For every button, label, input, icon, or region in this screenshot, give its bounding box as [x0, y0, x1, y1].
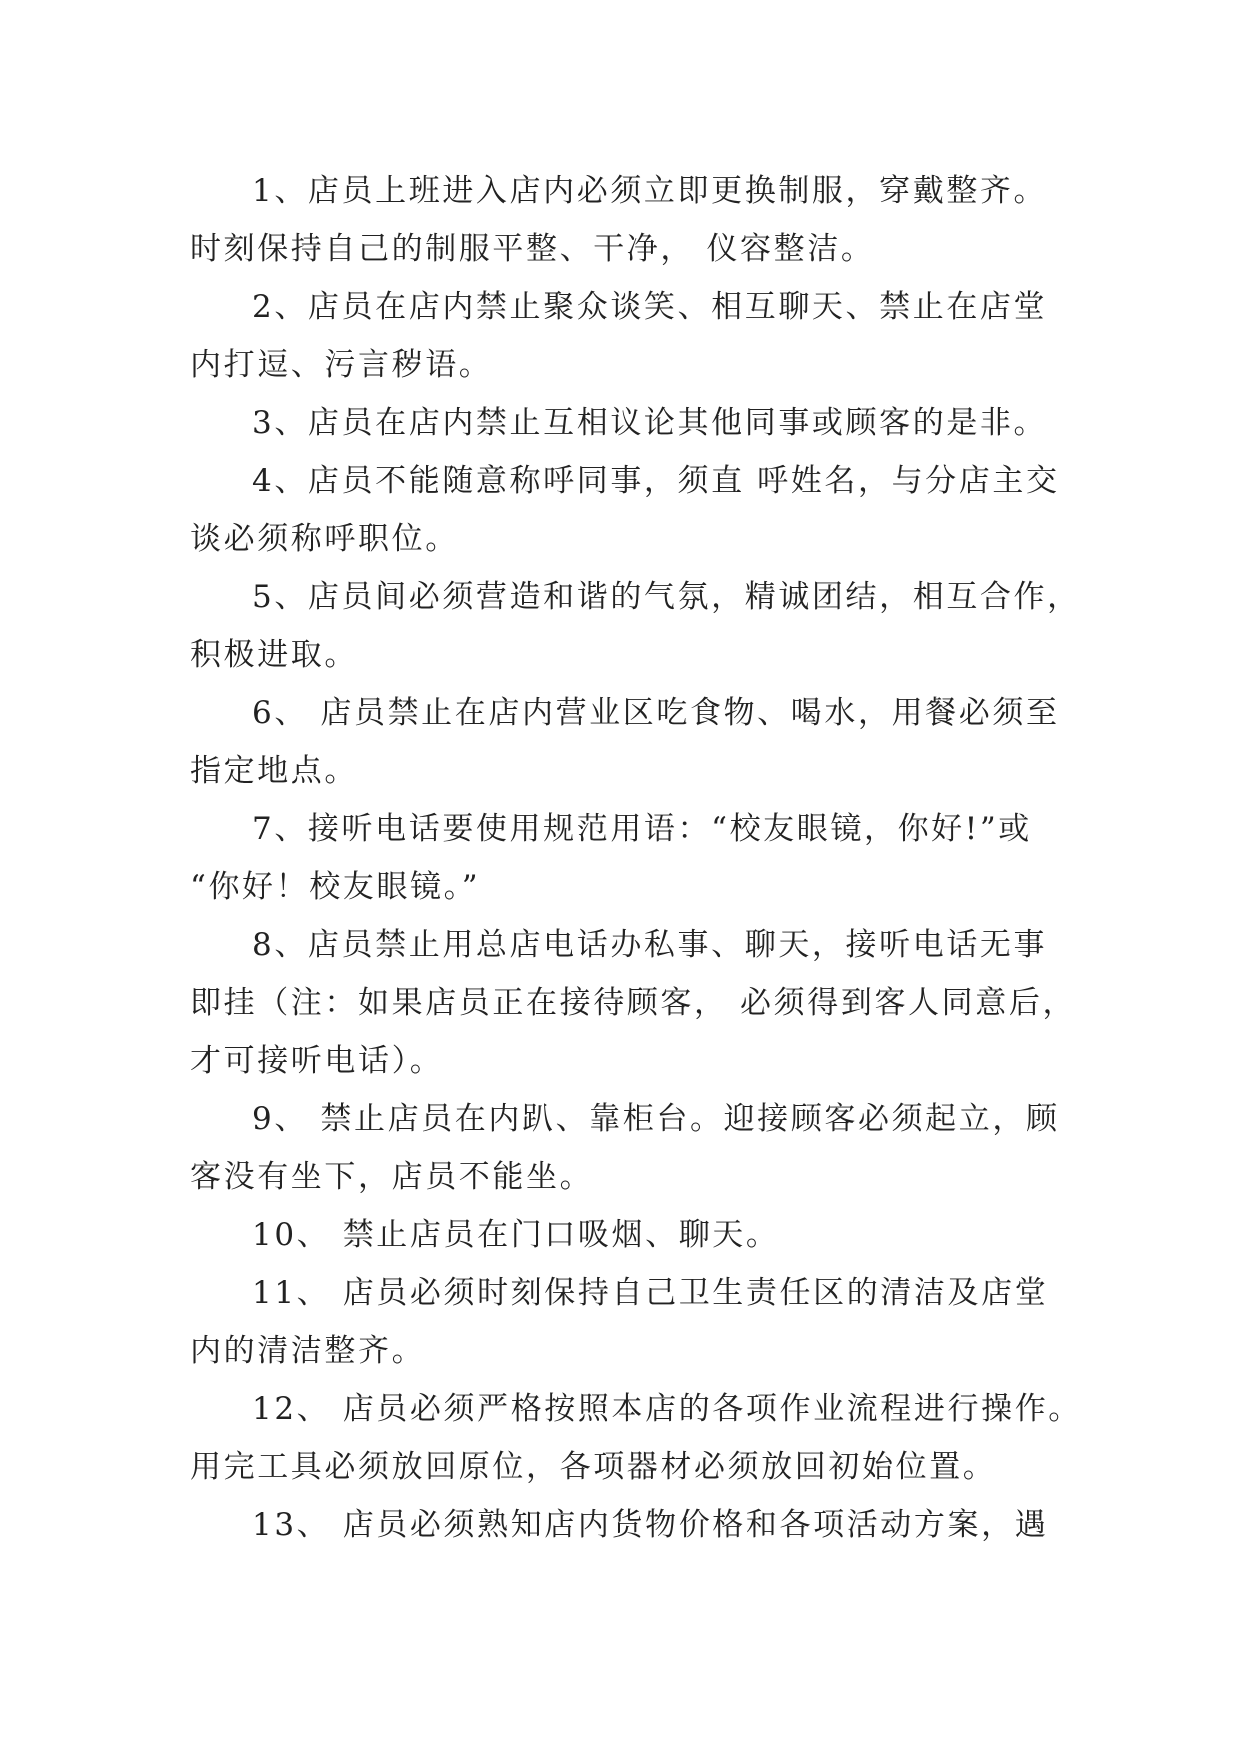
rule-12-line-2: 用完工具必须放回原位，各项器材必须放回初始位置。 — [190, 1449, 997, 1485]
rule-5-line-1: 5、店员间必须营造和谐的气氛，精诚团结，相互合作， — [252, 579, 1081, 615]
rule-6-line-2: 指定地点。 — [190, 753, 358, 789]
rule-8-line-3: 才可接听电话）。 — [190, 1043, 444, 1079]
rule-8-line-2: 即挂（注：如果店员正在接待顾客， 必须得到客人同意后， — [190, 985, 1077, 1021]
rule-11-line-1: 11、 店员必须时刻保持自己卫生责任区的清洁及店堂 — [252, 1275, 1049, 1311]
rule-1-line-1: 1、店员上班进入店内必须立即更换制服，穿戴整齐。 — [252, 173, 1048, 209]
rule-1-line-2: 时刻保持自己的制服平整、干净， 仪容整洁。 — [190, 231, 875, 267]
rule-5-line-2: 积极进取。 — [190, 637, 358, 673]
rule-2-line-2: 内打逗、污言秽语。 — [190, 347, 493, 383]
rule-6-line-1: 6、 店员禁止在店内营业区吃食物、喝水，用餐必须至 — [252, 695, 1060, 731]
rule-3-line-1: 3、店员在店内禁止互相议论其他同事或顾客的是非。 — [252, 405, 1048, 441]
rule-9-line-2: 客没有坐下，店员不能坐。 — [190, 1159, 594, 1195]
rule-13-line-1: 13、 店员必须熟知店内货物价格和各项活动方案，遇 — [252, 1507, 1049, 1543]
rule-9-line-1: 9、 禁止店员在内趴、靠柜台。迎接顾客必须起立，顾 — [252, 1101, 1060, 1137]
rule-4-line-1: 4、店员不能随意称呼同事，须直 呼姓名，与分店主交 — [252, 463, 1060, 499]
rule-11-line-2: 内的清洁整齐。 — [190, 1333, 426, 1369]
rule-4-line-2: 谈必须称呼职位。 — [190, 521, 459, 557]
rule-7-line-2: “你好！校友眼镜。” — [190, 869, 481, 905]
document-body — [190, 162, 1082, 1554]
rule-12-line-1: 12、 店员必须严格按照本店的各项作业流程进行操作。 — [252, 1391, 1082, 1427]
rule-7-line-1: 7、接听电话要使用规范用语：“校友眼镜，你好!”或 — [252, 811, 1032, 847]
rule-8-line-1: 8、店员禁止用总店电话办私事、聊天，接听电话无事 — [252, 927, 1048, 963]
rule-2-line-1: 2、店员在店内禁止聚众谈笑、相互聊天、禁止在店堂 — [252, 289, 1048, 325]
rule-10-line-1: 10、 禁止店员在门口吸烟、聊天。 — [252, 1217, 780, 1253]
